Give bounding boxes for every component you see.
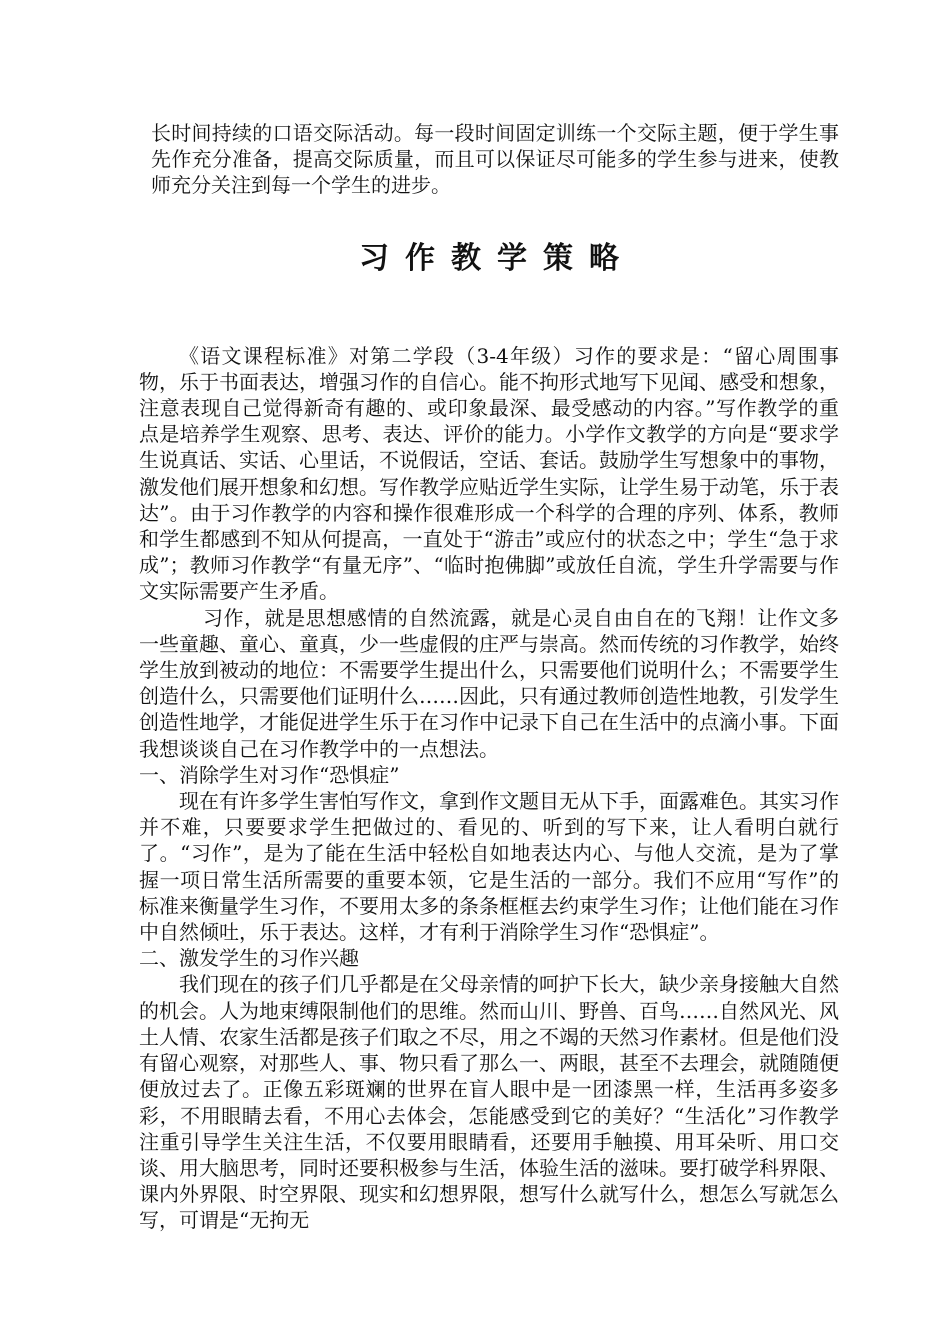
heading-interest: 二、激发学生的习作兴趣 — [139, 946, 359, 971]
document-body — [139, 120, 839, 1234]
intro-paragraph: 长时间持续的口语交际活动。每一段时间固定训练一个交际主题，便于学生事先作充分准备，提高交际质量，而且可以保证尽可能多的学生参与进来，使教师充分关注到每一个学生的进步。 — [151, 121, 839, 198]
paragraph-fear: 现在有许多学生害怕写作文，拿到作文题目无从下手，面露难色。其实习作并不难，只要要求学生把做过的、看见的、听到的写下来，让人看明白就行了。“习作”，是为了能在生活中轻松自如地表达内心、与他人交流，是为了掌握一项日常生活所需要的重要本领，它是生活的一部分。我们不应用“写作”的标准来衡量学生习作，不要用太多的条条框框去约束学生习作；让他们能在习作中自然倾吐，乐于表达。这样，才有利于消除学生习作“恐惧症”。 — [139, 789, 839, 945]
paragraph-writing: 习作，就是思想感情的自然流露，就是心灵自由自在的飞翔！让作文多一些童趣、童心、童真，少一些虚假的庄严与崇高。然而传统的习作教学，始终学生放到被动的地位：不需要学生提出什么，只需要他们说明什么；不需要学生创造什么，只需要他们证明什么……因此，只有通过教师创造性地教，引发学生创造性地学，才能促进学生乐于在习作中记录下自己在生活中的点滴小事。下面我想谈谈自己在习作教学中的一点想法。 — [139, 605, 839, 761]
paragraph-interest: 我们现在的孩子们几乎都是在父母亲情的呵护下长大，缺少亲身接触大自然的机会。人为地束缚限制他们的思维。然而山川、野兽、百鸟……自然风光、风土人情、农家生活都是孩子们取之不尽，用之不竭的天然习作素材。但是他们没有留心观察，对那些人、事、物只看了那么一、两眼，甚至不去理会，就随随便便放过去了。正像五彩斑斓的世界在盲人眼中是一团漆黑一样，生活再多姿多彩，不用眼睛去看，不用心去体会，怎能感受到它的美好？“生活化”习作教学注重引导学生关注生活，不仅要用眼睛看，还要用手触摸、用耳朵听、用口交谈、用大脑思考，同时还要积极参与生活，体验生活的滋味。要打破学科界限、课内外界限、时空界限、现实和幻想界限，想写什么就写什么，想怎么写就怎么写，可谓是“无拘无 — [139, 972, 839, 1233]
spacer — [139, 279, 839, 343]
heading-fear: 一、消除学生对习作“恐惧症” — [139, 762, 400, 787]
section-title: 习作教学策略 — [359, 240, 635, 276]
paragraph-standard: 《语文课程标准》对第二学段（3-4年级）习作的要求是：“留心周围事物，乐于书面表达，增强习作的自信心。能不拘形式地写下见闻、感受和想象，注意表现自己觉得新奇有趣的、或印象最深、最受感动的内容。”写作教学的重点是培养学生观察、思考、表达、评价的能力。小学作文教学的方向是“要求学生说真话、实话、心里话，不说假话，空话、套话。鼓励学生写想象中的事物，激发他们展开想象和幻想。写作教学应贴近学生实际，让学生易于动笔，乐于表达”。由于习作教学的内容和操作很难形成一个科学的合理的序列、体系，教师和学生都感到不知从何提高，一直处于“游击”或应付的状态之中；学生“急于求成”；教师习作教学“有量无序”、“临时抱佛脚”或放任自流，学生升学需要与作文实际需要产生矛盾。 — [139, 343, 839, 604]
